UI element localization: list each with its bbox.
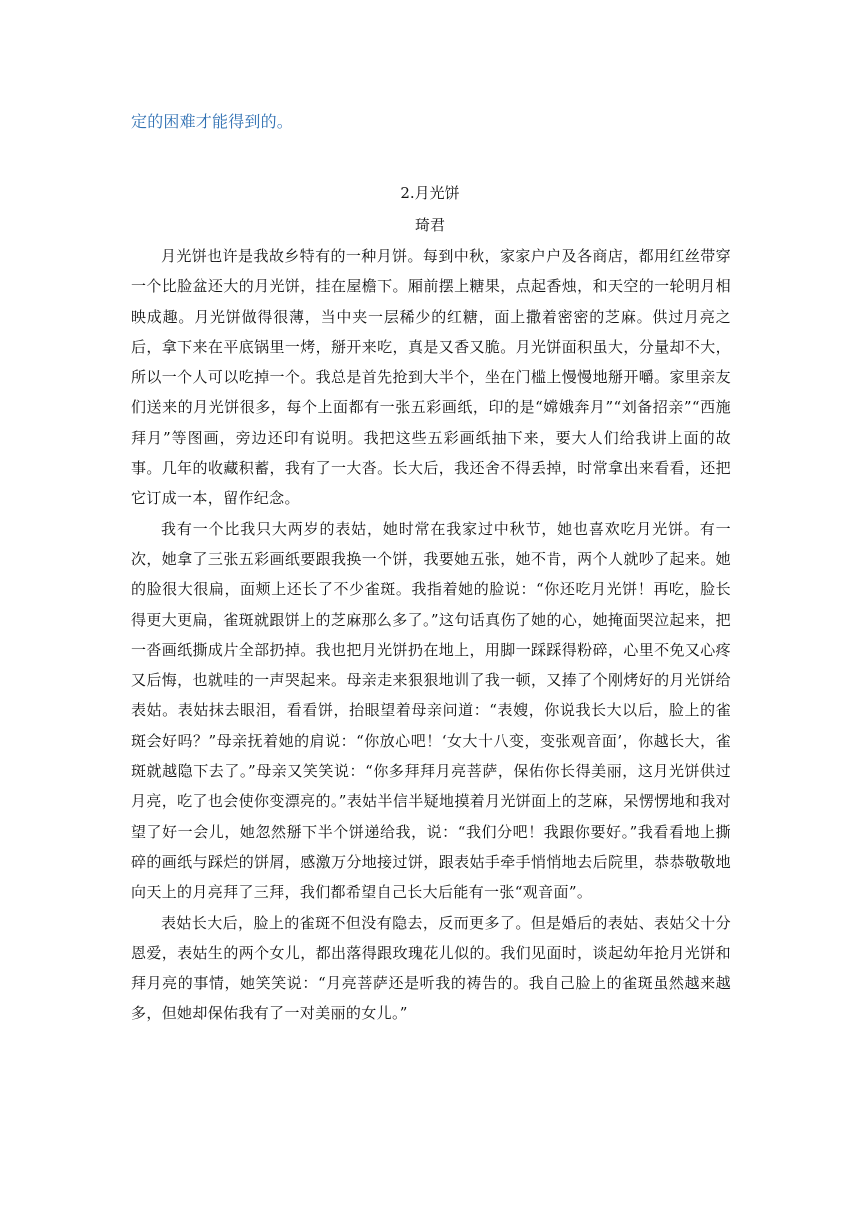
story-paragraph: 月光饼也许是我故乡特有的一种月饼。每到中秋，家家户户及各商店，都用红丝带穿一个比脸盆还大的月光饼，挂在屋檐下。厢前摆上糖果，点起香烛，和天空的一轮明月相映成趣。月光饼做得很薄，当中夹一层稀少的红糖，面上撒着密密的芝麻。供过月亮之后，拿下来在平底锅里一烤，掰开来吃，真是又香又脆。月光饼面积虽大，分量却不大，所以一个人可以吃掉一个。我总是首先抢到大半个，坐在门槛上慢慢地掰开嚼。家里亲友们送来的月光饼很多，每个上面都有一张五彩画纸，印的是“嫦娥奔月”“刘备招亲”“西施拜月”等图画，旁边还印有说明。我把这些五彩画纸抽下来，要大人们给我讲上面的故事。几年的收藏积蓄，我有了一大沓。长大后，我还舍不得丢掉，时常拿出来看看，还把它订成一本，留作纪念。 [131,247,731,508]
story-author: 琦君 [414,216,445,234]
story-body [131,241,731,1029]
story-title: 2.月光饼 [400,184,460,202]
previous-passage-ending: 定的困难才能得到的。 [131,112,294,131]
story-paragraph: 我有一个比我只大两岁的表姑，她时常在我家过中秋节，她也喜欢吃月光饼。有一次，她拿了三张五彩画纸要跟我换一个饼，我要她五张，她不肯，两个人就吵了起来。她的脸很大很扁，面颊上还长了不少雀斑。我指着她的脸说：“你还吃月光饼！再吃，脸长得更大更扁，雀斑就跟饼上的芝麻那么多了。”这句话真伤了她的心，她掩面哭泣起来，把一沓画纸撕成片全部扔掉。我也把月光饼扔在地上，用脚一踩踩得粉碎，心里不免又心疼又后悔，也就哇的一声哭起来。母亲走来狠狠地训了我一顿，又捧了个刚烤好的月光饼给表姑。表姑抹去眼泪，看看饼，抬眼望着母亲问道：“表嫂，你说我长大以后，脸上的雀斑会好吗？”母亲抚着她的肩说：“你放心吧！‘女大十八变，变张观音面’，你越长大，雀斑就越隐下去了。”母亲又笑笑说：“你多拜拜月亮菩萨，保佑你长得美丽，这月光饼供过月亮，吃了也会使你变漂亮的。”表姑半信半疑地摸着月光饼面上的芝麻，呆愣愣地和我对望了好一会儿，她忽然掰下半个饼递给我，说：“我们分吧！我跟你要好。”我看看地上撕碎的画纸与踩烂的饼屑，感激万分地接过饼，跟表姑手牵手悄悄地去后院里，恭恭敬敬地向天上的月亮拜了三拜，我们都希望自己长大后能有一张“观音面”。 [131,519,731,902]
story-paragraph: 表姑长大后，脸上的雀斑不但没有隐去，反而更多了。但是婚后的表姑、表姑父十分恩爱，表姑生的两个女儿，都出落得跟玫瑰花儿似的。我们见面时，谈起幼年抢月光饼和拜月亮的事情，她笑笑说：“月亮菩萨还是听我的祷告的。我自己脸上的雀斑虽然越来越多，但她却保佑我有了一对美丽的女儿。” [131,913,731,1023]
